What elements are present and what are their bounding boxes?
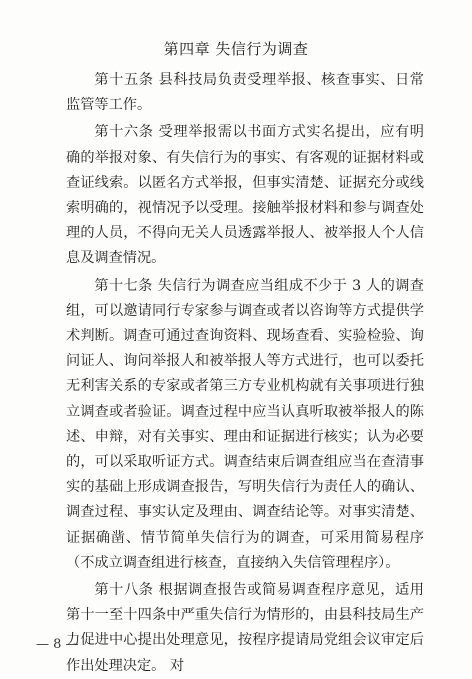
article-16: 第十六条 受理举报需以书面方式实名提出，应有明确的举报对象、有失信行为的事实、有客观的证据材料或查证线索。以匿名方式举报，但事实清楚、证据充分或线索明确的，视情况予以受理。接触举报材料和参与调查处理的人员，不得向无关人员透露举报人、被举报人个人信息及调查情况。 bbox=[66, 124, 424, 267]
page-number: — 8 — bbox=[36, 637, 79, 652]
article-15: 第十五条 县科技局负责受理举报、核查事实、日常监管等工作。 bbox=[66, 72, 424, 114]
chapter-title: 第四章 失信行为调查 bbox=[163, 40, 309, 58]
article-18: 第十八条 根据调查报告或简易调查程序意见，适用第十一至十四条中严重失信行为情形的，由县科技局生产力促进中心提出处理意见，按程序提请局党组会议审定后作出处理决定。 对 bbox=[66, 582, 424, 674]
document-body bbox=[66, 68, 424, 679]
article-17: 第十七条 失信行为调查应当组成不少于 3 人的调查组，可以邀请同行专家参与调查或者以咨询等方式提供学术判断。调查可通过查询资料、现场查看、实验检验、询问证人、询问举报人和被举报人等方式进行，也可以委托无利害关系的专家或者第三方专业机构就有关事项进行独立调查或者验证。调查过程中应当认真听取被举报人的陈述、申辩，对有关事实、理由和证据进行核实；认为必要的，可以采取听证方式。调查结束后调查组应当在查清事实的基础上形成调查报告，写明失信行为责任人的确认、调查过程、事实认定及理由、调查结论等。对事实清楚、证据确凿、情节简单失信行为的调查，可采用简易程序（不成立调查组进行核查，直接纳入失信管理程序）。 bbox=[66, 277, 424, 571]
